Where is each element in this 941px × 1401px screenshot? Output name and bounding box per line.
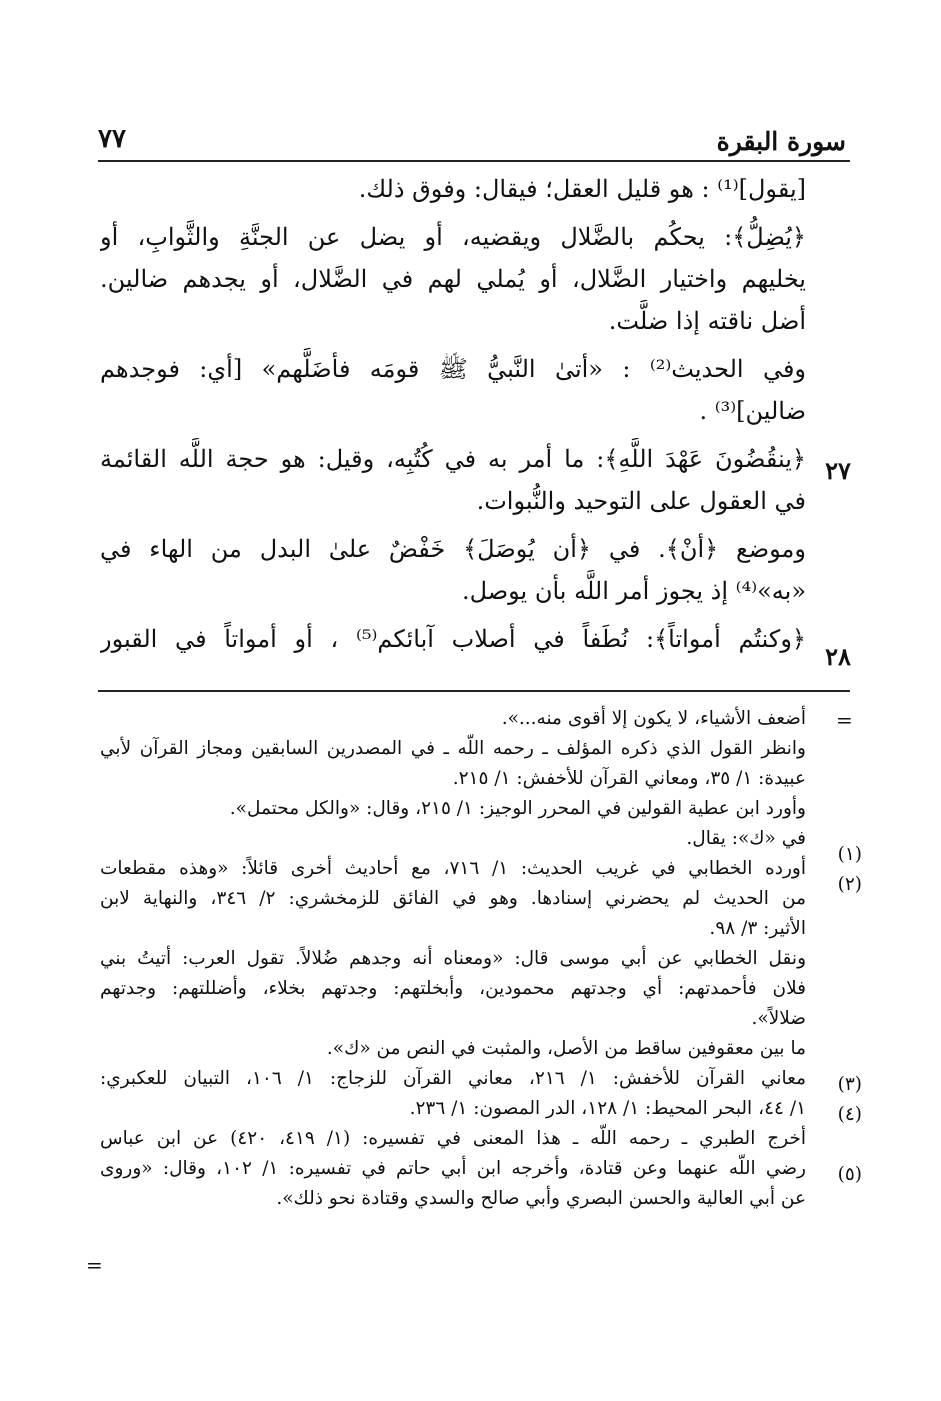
footnote-line: وأورد ابن عطية القولين في المحرر الوجيز: ١/ ٢١٥، وقال: «والكل محتمل».	[229, 798, 806, 819]
footnote-marker-5: (٥)	[837, 1164, 862, 1185]
page-header	[98, 118, 850, 162]
page-number: ٧٧	[98, 124, 126, 154]
footnote-line: ونقل الخطابي عن أبي موسى قال: «ومعناه أنه وجدهم ضُلالاً. تقول العرب: أتيتُ بني	[100, 948, 806, 969]
verse-number-27: ٢٧	[825, 456, 851, 485]
text-line: أضل ناقته إذا ضلَّت.	[608, 307, 806, 335]
footnote-line: معاني القرآن للأخفش: ١/ ٢١٦، معاني القرآن للزجاج: ١/ ١٠٦، التبيان للعكبري:	[100, 1068, 806, 1089]
footnote-line: أورده الخطابي في غريب الحديث: ١/ ٧١٦، مع أحاديث أخرى قائلاً: «وهذه مقطعات	[100, 858, 806, 879]
footnotes	[100, 704, 806, 1214]
footnote-line: عن أبي العالية والحسن البصري وأبي صالح والسدي وقتادة نحو ذلك».	[276, 1188, 806, 1209]
continuation-mark-bottom: =	[86, 1253, 103, 1277]
paragraph-verse-27	[100, 438, 806, 522]
text-line: في العقول على التوحيد والنُّبوات.	[476, 487, 806, 515]
text-line: «به»⁽⁴⁾ إذ يجوز أمر اللَّه بأن يوصل.	[461, 577, 806, 605]
text-line: [يقول]⁽¹⁾ : هو قليل العقل؛ فيقال: وفوق ذلك.	[358, 175, 806, 203]
footnote-line: الأثير: ٣/ ٩٨.	[709, 918, 806, 939]
text-line: ﴿وكنتُم أمواتاً﴾: نُطَفاً في أصلاب آبائكم⁽⁵⁾ ، أو أمواتاً في القبور	[100, 625, 806, 653]
paragraph-verse-28	[100, 618, 806, 660]
footnote-line: عبيدة: ١/ ٣٥، ومعاني القرآن للأخفش: ١/ ٢١٥.	[452, 768, 806, 789]
footnote-line: في «ك»: يقال.	[686, 828, 806, 849]
footnote-line: أخرج الطبري ـ رحمه اللَّه ـ هذا المعنى في تفسيره: (١/ ٤١٩، ٤٢٠) عن ابن عباس	[100, 1128, 806, 1149]
footnote-line: ١/ ٤٤، البحر المحيط: ١/ ١٢٨، الدر المصون: ١/ ٢٣٦.	[409, 1098, 806, 1119]
text-line: ﴿ينقُضُونَ عَهْدَ اللَّهِ﴾: ما أمر به في كُتُبِه، وقيل: هو حجة اللَّه القائمة	[100, 445, 806, 473]
footnote-line: من الحديث لم يحضرني إسنادها. وهو في الفائق للزمخشري: ٢/ ٣٤٦، والنهاية لابن	[100, 888, 806, 909]
text-line: وموضع ﴿أنْ﴾. في ﴿أن يُوصَلَ﴾ خَفْضٌ علىٰ البدل من الهاء في	[100, 535, 806, 563]
footnote-line: ضلالاً».	[751, 1008, 806, 1029]
text-line: وفي الحديث⁽²⁾ : «أتىٰ النَّبيُّ ﷺ قومَه فأضَلَّهم» [أي: فوجدهم	[100, 355, 806, 383]
paragraph-mawdi	[100, 528, 806, 612]
footnote-line: رضي اللَّه عنهما وعن قتادة، وأخرجه ابن أبي حاتم في تفسيره: ١/ ١٠٢، وقال: «وروى	[100, 1158, 806, 1179]
verse-number-28: ٢٨	[825, 642, 851, 671]
paragraph-yudillu	[100, 216, 806, 342]
footnote-marker-1: (١)	[837, 844, 862, 865]
footnote-line: فلان فأحمدتهم: أي وجدتهم محمودين، وأبخلتهم: وجدتهم بخلاء، وأضللتهم: وجدتهم	[100, 978, 806, 999]
paragraph-yaqul	[100, 168, 806, 210]
surah-title: سورة البقرة	[716, 127, 846, 156]
text-line: ﴿يُضِلُّ﴾: يحكُم بالضَّلال ويقضيه، أو يضل عن الجنَّةِ والثَّوابِ، أو	[100, 223, 806, 251]
paragraph-hadith	[100, 348, 806, 432]
main-text	[100, 168, 806, 666]
footnote-marker-2: (٢)	[837, 874, 862, 895]
footnote-line: أضعف الأشياء، لا يكون إلا أقوى منه...».	[501, 708, 806, 729]
continuation-mark: =	[836, 708, 853, 732]
footnote-line: وانظر القول الذي ذكره المؤلف ـ رحمه اللَّه ـ في المصدرين السابقين ومجاز القرآن لأبي	[100, 738, 806, 759]
footnote-line: ما بين معقوفين ساقط من الأصل، والمثبت في النص من «ك».	[326, 1038, 806, 1059]
text-line: يخليهم واختيار الضَّلال، أو يُملي لهم في الضَّلال، أو يجدهم ضالين.	[100, 265, 806, 293]
text-line: ضالين]⁽³⁾ .	[699, 397, 806, 425]
footnote-marker-3: (٣)	[837, 1074, 862, 1095]
footnote-marker-4: (٤)	[837, 1104, 862, 1125]
footnote-separator	[98, 690, 850, 692]
